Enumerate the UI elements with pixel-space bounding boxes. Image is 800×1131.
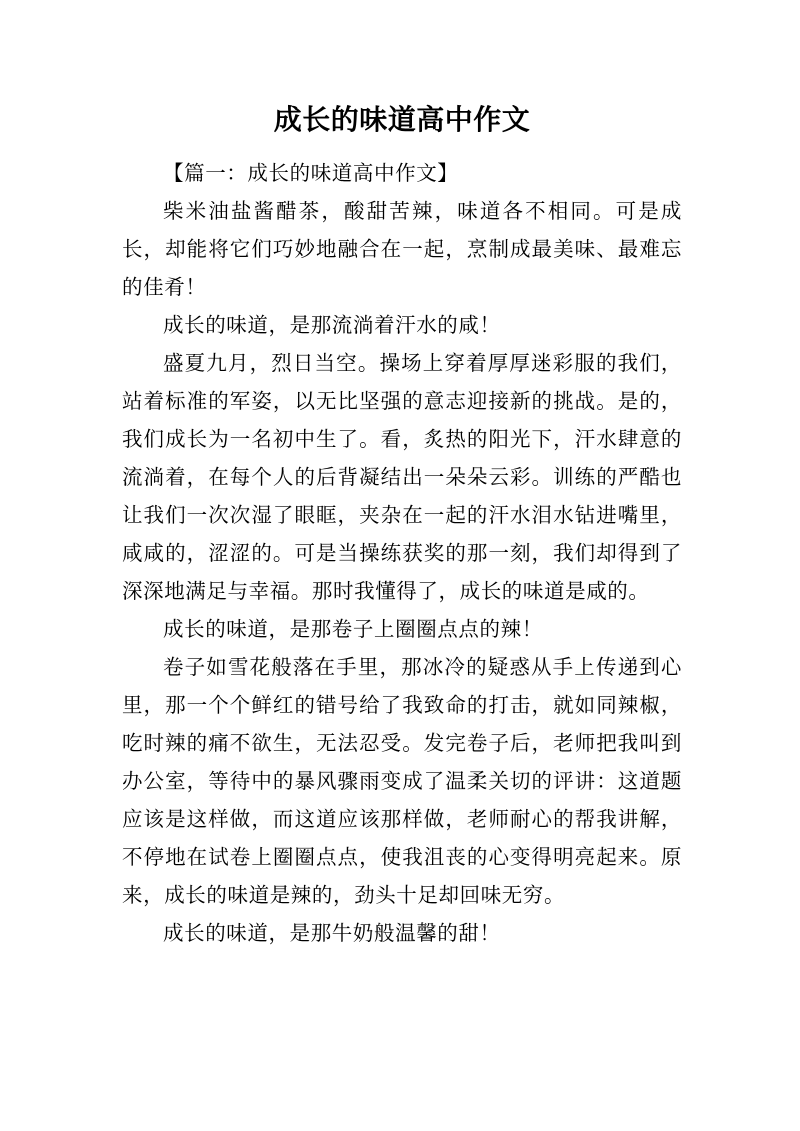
paragraph-sweet-heading: 成长的味道，是那牛奶般温馨的甜！ [163, 921, 501, 945]
section-heading: 【篇一：成长的味道高中作文】 [163, 161, 459, 185]
paragraph-spicy-body: 卷子如雪花般落在手里，那冰冷的疑惑从手上传递到心里，那一个个鲜红的错号给了我致命的打击，就如同辣椒，吃时辣的痛不欲生，无法忍受。发完卷子后，老师把我叫到办公室，等待中的暴风骤雨变成了温柔关切的评讲：这道题应该是这样做，而这道应该那样做，老师耐心的帮我讲解，不停地在试卷上圈圈点点，使我沮丧的心变得明亮起来。原来，成长的味道是辣的，劲头十足却回味无穷。 [122, 655, 682, 907]
paragraph-salty-heading: 成长的味道，是那流淌着汗水的咸！ [163, 313, 501, 337]
document-page [122, 100, 682, 952]
paragraph-intro: 柴米油盐酱醋茶，酸甜苦辣，味道各不相同。可是成长，却能将它们巧妙地融合在一起，烹制成最美味、最难忘的佳肴！ [122, 199, 682, 299]
paragraph-spicy-heading: 成长的味道，是那卷子上圈圈点点的辣！ [163, 617, 543, 641]
paragraph-salty-body: 盛夏九月，烈日当空。操场上穿着厚厚迷彩服的我们，站着标准的军姿，以无比坚强的意志迎接新的挑战。是的，我们成长为一名初中生了。看，炙热的阳光下，汗水肆意的流淌着，在每个人的后背凝结出一朵朵云彩。训练的严酷也让我们一次次湿了眼眶，夹杂在一起的汗水泪水钻进嘴里，咸咸的，涩涩的。可是当操练获奖的那一刻，我们却得到了深深地满足与幸福。那时我懂得了，成长的味道是咸的。 [122, 351, 682, 603]
document-title: 成长的味道高中作文 [273, 103, 531, 136]
